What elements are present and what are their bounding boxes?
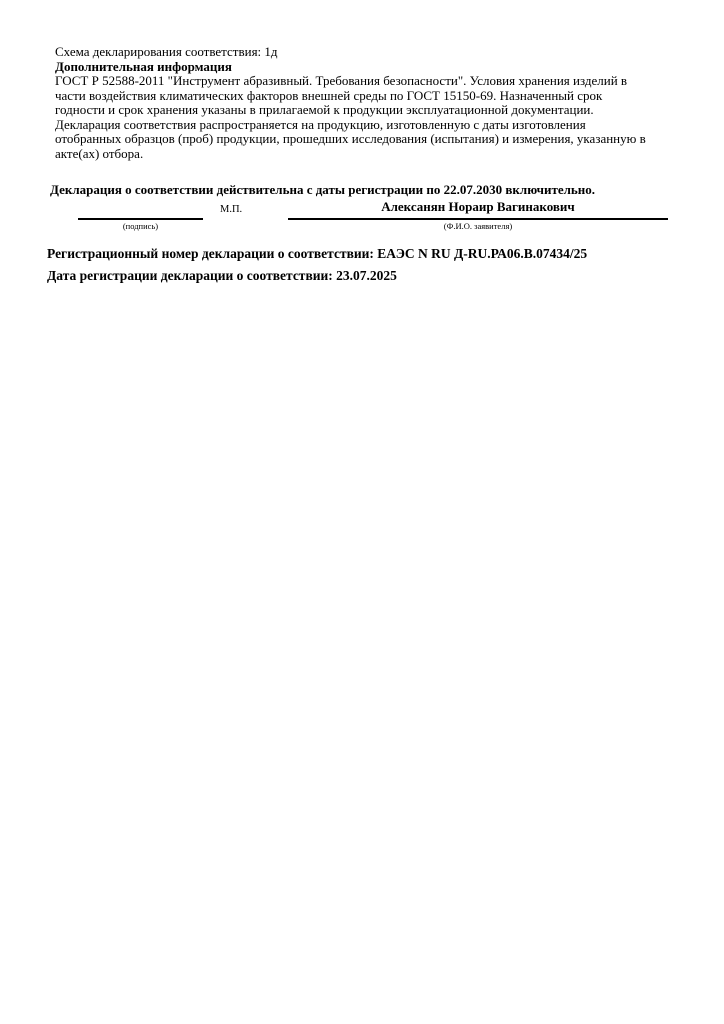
paragraph-line: части воздействия климатических факторов внешней среды по ГОСТ 15150-69. Назначенный срок: [55, 87, 603, 103]
declaration-validity-line: Декларация о соответствии действительна с даты регистрации по 22.07.2030 включительно.: [50, 182, 596, 197]
document-header-block: [55, 45, 278, 74]
paragraph-line: годности и срок хранения указаны в прилагаемой к продукции эксплуатационной документации.: [55, 102, 594, 118]
stamp-place-label: М.П.: [220, 204, 243, 215]
registration-number-value: ЕАЭС N RU Д-RU.РА06.В.07434/25: [377, 246, 588, 261]
additional-info-heading: Дополнительная информация: [55, 58, 232, 74]
registration-date-line: [47, 268, 397, 284]
applicant-name-caption: (Ф.И.О. заявителя): [443, 221, 513, 231]
signature-section: [0, 196, 724, 236]
paragraph-line: Декларация соответствия распространяется на продукцию, изготовленную с даты изготовления: [55, 116, 586, 132]
paragraph-line: отобранных образцов (проб) продукции, прошедших исследования (испытания) и измерения, указанную в: [55, 131, 646, 147]
registration-date-label: Дата регистрации декларации о соответствии:: [47, 268, 333, 283]
registration-number-label: Регистрационный номер декларации о соответствии:: [47, 246, 374, 261]
signature-underline: [78, 218, 203, 220]
applicant-name-underline: [288, 218, 668, 220]
declaration-scheme-line: Схема декларирования соответствия: 1д: [55, 44, 278, 59]
registration-date-value: 23.07.2025: [336, 268, 397, 283]
additional-info-paragraph: [55, 74, 646, 162]
paragraph-line: акте(ах) отбора.: [55, 145, 144, 161]
applicant-name: Алексанян Нораир Вагинакович: [381, 199, 575, 214]
paragraph-line: ГОСТ Р 52588-2011 "Инструмент абразивный. Требования безопасности". Условия хранения изделий в: [55, 73, 628, 88]
registration-number-line: [47, 246, 587, 262]
signature-caption: (подпись): [122, 221, 159, 231]
